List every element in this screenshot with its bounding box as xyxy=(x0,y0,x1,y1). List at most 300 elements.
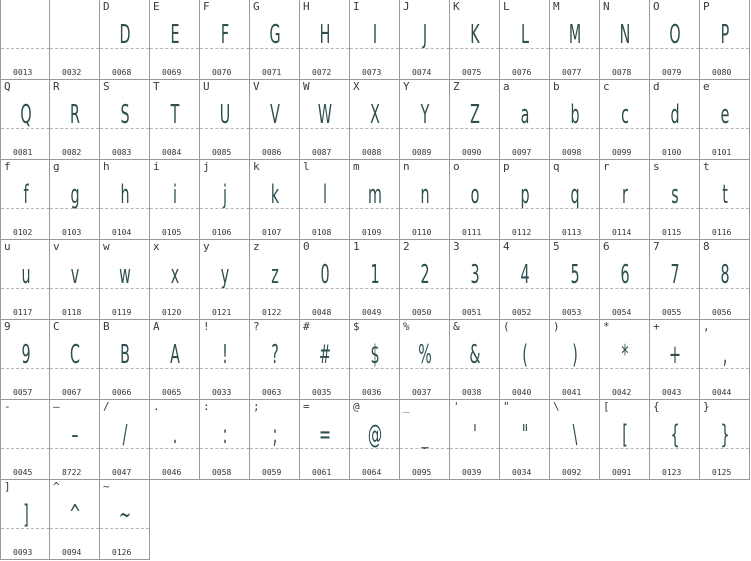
glyph-cell-label: : xyxy=(203,400,210,413)
glyph-cell xyxy=(500,240,550,320)
baseline-guide xyxy=(200,448,249,449)
baseline-guide xyxy=(500,368,549,369)
glyph-code: 0056 xyxy=(712,308,732,317)
glyph-code: 0125 xyxy=(712,468,732,477)
baseline-guide xyxy=(150,288,199,289)
glyph-code: 0082 xyxy=(62,148,82,157)
baseline-guide xyxy=(1,448,49,449)
glyph-sample: Q xyxy=(20,100,32,130)
glyph-code: 0058 xyxy=(212,468,232,477)
baseline-guide xyxy=(150,128,199,129)
baseline-guide xyxy=(100,208,149,209)
glyph-code: 0032 xyxy=(62,68,82,77)
glyph-cell xyxy=(650,320,700,400)
glyph-cell-label: I xyxy=(353,0,360,13)
glyph-cell-label: 5 xyxy=(553,240,560,253)
baseline-guide xyxy=(600,48,649,49)
glyph-cell-label: p xyxy=(503,160,510,173)
glyph-cell-label: v xyxy=(53,240,60,253)
glyph-sample: Y xyxy=(420,100,430,130)
glyph-cell xyxy=(400,0,450,80)
glyph-cell-label: { xyxy=(653,400,660,413)
glyph-sample: . xyxy=(172,420,178,450)
glyph-cell xyxy=(600,0,650,80)
glyph-cell xyxy=(100,0,150,80)
glyph-cell xyxy=(400,160,450,240)
glyph-cell xyxy=(550,160,600,240)
glyph-cell-label: C xyxy=(53,320,60,333)
baseline-guide xyxy=(300,288,349,289)
glyph-code: 0051 xyxy=(462,308,482,317)
glyph-cell-label: . xyxy=(153,400,160,413)
glyph-cell-label: ( xyxy=(503,320,510,333)
glyph-cell xyxy=(250,0,300,80)
glyph-sample: + xyxy=(669,340,681,370)
baseline-guide xyxy=(1,288,49,289)
glyph-cell xyxy=(100,160,150,240)
glyph-code: 0048 xyxy=(312,308,332,317)
glyph-cell xyxy=(500,160,550,240)
glyph-code: 0090 xyxy=(462,148,482,157)
glyph-sample: w xyxy=(119,260,131,290)
glyph-sample: [ xyxy=(622,420,628,450)
glyph-cell xyxy=(50,240,100,320)
baseline-guide xyxy=(450,128,499,129)
glyph-sample: $ xyxy=(370,340,380,370)
glyph-code: 0088 xyxy=(362,148,382,157)
glyph-cell-label: s xyxy=(653,160,660,173)
baseline-guide xyxy=(250,208,299,209)
glyph-cell xyxy=(300,320,350,400)
glyph-cell-label: c xyxy=(603,80,610,93)
glyph-cell-label: M xyxy=(553,0,560,13)
baseline-guide xyxy=(350,128,399,129)
glyph-sample: 0 xyxy=(320,260,330,290)
baseline-guide xyxy=(450,48,499,49)
glyph-cell xyxy=(500,400,550,480)
baseline-guide xyxy=(250,368,299,369)
glyph-sample: S xyxy=(120,100,130,130)
glyph-code: 0087 xyxy=(312,148,332,157)
glyph-code: 0044 xyxy=(712,388,732,397)
baseline-guide xyxy=(50,208,99,209)
glyph-cell xyxy=(400,80,450,160)
glyph-cell xyxy=(100,400,150,480)
glyph-sample: 8 xyxy=(720,260,730,290)
glyph-sample: y xyxy=(220,260,230,290)
glyph-code: 0036 xyxy=(362,388,382,397)
glyph-cell-label: r xyxy=(603,160,610,173)
glyph-sample: V xyxy=(270,100,280,130)
glyph-cell-label: o xyxy=(453,160,460,173)
glyph-sample: * xyxy=(621,340,629,370)
glyph-sample: T xyxy=(170,100,180,130)
glyph-cell xyxy=(650,240,700,320)
glyph-cell-label: ) xyxy=(553,320,560,333)
glyph-cell-label: 7 xyxy=(653,240,660,253)
baseline-guide xyxy=(200,48,249,49)
glyph-cell-label: f xyxy=(4,160,11,173)
glyph-code: 0059 xyxy=(262,468,282,477)
glyph-code: 0039 xyxy=(462,468,482,477)
glyph-cell xyxy=(700,0,750,80)
glyph-code: 0121 xyxy=(212,308,232,317)
glyph-sample: P xyxy=(720,20,730,50)
glyph-cell-label: b xyxy=(553,80,560,93)
glyph-code: 0117 xyxy=(13,308,33,317)
glyph-code: 0040 xyxy=(512,388,532,397)
baseline-guide xyxy=(300,48,349,49)
glyph-cell-label: t xyxy=(703,160,710,173)
glyph-cell-label: k xyxy=(253,160,260,173)
glyph-code: 0106 xyxy=(212,228,232,237)
glyph-cell xyxy=(200,320,250,400)
glyph-code: 0102 xyxy=(13,228,33,237)
glyph-cell-label: H xyxy=(303,0,310,13)
baseline-guide xyxy=(100,448,149,449)
glyph-sample: 6 xyxy=(620,260,630,290)
baseline-guide xyxy=(1,48,49,49)
glyph-cell xyxy=(450,0,500,80)
glyph-sample: ; xyxy=(272,420,278,450)
baseline-guide xyxy=(650,128,699,129)
glyph-code: 0109 xyxy=(362,228,382,237)
baseline-guide xyxy=(50,128,99,129)
glyph-cell xyxy=(50,80,100,160)
glyph-cell-label: ^ xyxy=(53,480,60,493)
glyph-cell xyxy=(50,480,100,560)
glyph-code: 0123 xyxy=(662,468,682,477)
baseline-guide xyxy=(350,48,399,49)
glyph-cell xyxy=(250,400,300,480)
glyph-cell-label: G xyxy=(253,0,260,13)
baseline-guide xyxy=(600,288,649,289)
glyph-code: 0092 xyxy=(562,468,582,477)
baseline-guide xyxy=(150,368,199,369)
glyph-sample: A xyxy=(170,340,180,370)
glyph-cell xyxy=(550,80,600,160)
baseline-guide xyxy=(50,288,99,289)
glyph-cell-label: g xyxy=(53,160,60,173)
glyph-cell xyxy=(200,160,250,240)
glyph-cell-label: N xyxy=(603,0,610,13)
glyph-cell xyxy=(100,480,150,560)
glyph-cell xyxy=(100,320,150,400)
glyph-cell-label: * xyxy=(603,320,610,333)
glyph-cell-label: y xyxy=(203,240,210,253)
glyph-cell xyxy=(0,240,50,320)
glyph-cell-label: U xyxy=(203,80,210,93)
baseline-guide xyxy=(600,128,649,129)
glyph-cell-label: 8 xyxy=(703,240,710,253)
glyph-sample: 9 xyxy=(21,340,31,370)
baseline-guide xyxy=(350,288,399,289)
glyph-cell xyxy=(0,480,50,560)
glyph-code: 0114 xyxy=(612,228,632,237)
glyph-code: 0091 xyxy=(612,468,632,477)
glyph-cell xyxy=(150,320,200,400)
glyph-sample: } xyxy=(720,420,730,450)
glyph-sample: 5 xyxy=(570,260,580,290)
baseline-guide xyxy=(650,368,699,369)
glyph-sample: F xyxy=(220,20,230,50)
glyph-cell-label: B xyxy=(103,320,110,333)
glyph-code: 0095 xyxy=(412,468,432,477)
glyph-sample: N xyxy=(619,20,631,50)
glyph-cell-label: _ xyxy=(403,400,410,413)
glyph-sample: r xyxy=(622,180,628,210)
baseline-guide xyxy=(550,48,599,49)
glyph-cell-label: A xyxy=(153,320,160,333)
glyph-code: 0037 xyxy=(412,388,432,397)
glyph-code: 0119 xyxy=(112,308,132,317)
glyph-code: 0076 xyxy=(512,68,532,77)
glyph-cell xyxy=(300,0,350,80)
glyph-code: 0054 xyxy=(612,308,632,317)
glyph-cell xyxy=(400,400,450,480)
glyph-sample: , xyxy=(722,340,728,370)
glyph-code: 0083 xyxy=(112,148,132,157)
glyph-code: 0068 xyxy=(112,68,132,77)
glyph-cell-label: ~ xyxy=(103,480,110,493)
glyph-sample: ^ xyxy=(69,500,81,530)
glyph-cell-label: @ xyxy=(353,400,360,413)
glyph-sample: t xyxy=(722,180,728,210)
glyph-cell-label: i xyxy=(153,160,160,173)
baseline-guide xyxy=(600,368,649,369)
glyph-cell-label: ; xyxy=(253,400,260,413)
glyph-sample: 2 xyxy=(420,260,430,290)
glyph-code: 0075 xyxy=(462,68,482,77)
glyph-cell-label: 2 xyxy=(403,240,410,253)
glyph-cell xyxy=(600,240,650,320)
glyph-code: 0099 xyxy=(612,148,632,157)
glyph-code: 0072 xyxy=(312,68,332,77)
glyph-code: 0064 xyxy=(362,468,382,477)
glyph-cell xyxy=(500,80,550,160)
baseline-guide xyxy=(400,48,449,49)
glyph-cell xyxy=(300,80,350,160)
glyph-cell-label: # xyxy=(303,320,310,333)
baseline-guide xyxy=(650,448,699,449)
glyph-sample: ~ xyxy=(119,500,131,530)
glyph-code: 0074 xyxy=(412,68,432,77)
glyph-sample: _ xyxy=(421,420,429,450)
glyph-cell-label: W xyxy=(303,80,310,93)
glyph-code: 0073 xyxy=(362,68,382,77)
glyph-code: 0050 xyxy=(412,308,432,317)
glyph-code: 0086 xyxy=(262,148,282,157)
baseline-guide xyxy=(450,208,499,209)
glyph-cell xyxy=(450,160,500,240)
glyph-cell-label: K xyxy=(453,0,460,13)
baseline-guide xyxy=(350,208,399,209)
baseline-guide xyxy=(450,368,499,369)
glyph-code: 0080 xyxy=(712,68,732,77)
glyph-sample: q xyxy=(570,180,580,210)
glyph-sample: Z xyxy=(470,100,480,130)
glyph-cell xyxy=(650,0,700,80)
glyph-code: 0047 xyxy=(112,468,132,477)
glyph-cell xyxy=(250,160,300,240)
glyph-sample: \ xyxy=(572,420,578,450)
baseline-guide xyxy=(700,368,749,369)
baseline-guide xyxy=(550,448,599,449)
glyph-sample: D xyxy=(119,20,131,50)
glyph-sample: @ xyxy=(367,420,383,450)
glyph-cell-label: L xyxy=(503,0,510,13)
glyph-code: 0049 xyxy=(362,308,382,317)
glyph-cell xyxy=(150,240,200,320)
baseline-guide xyxy=(50,448,99,449)
glyph-sample: a xyxy=(520,100,530,130)
baseline-guide xyxy=(250,48,299,49)
glyph-sample: W xyxy=(317,100,333,130)
glyph-sample: ) xyxy=(572,340,578,370)
glyph-code: 0077 xyxy=(562,68,582,77)
glyph-cell xyxy=(650,400,700,480)
glyph-cell-label: 6 xyxy=(603,240,610,253)
glyph-code: 0013 xyxy=(13,68,33,77)
baseline-guide xyxy=(250,128,299,129)
glyph-code: 0041 xyxy=(562,388,582,397)
glyph-cell xyxy=(200,0,250,80)
glyph-code: 0107 xyxy=(262,228,282,237)
glyph-cell-label: R xyxy=(53,80,60,93)
glyph-cell-label: } xyxy=(703,400,710,413)
baseline-guide xyxy=(500,128,549,129)
baseline-guide xyxy=(500,288,549,289)
glyph-cell-label: \ xyxy=(553,400,560,413)
glyph-cell-label: 4 xyxy=(503,240,510,253)
glyph-code: 0097 xyxy=(512,148,532,157)
glyph-cell-label: Y xyxy=(403,80,410,93)
glyph-sample: { xyxy=(670,420,680,450)
glyph-code: 0111 xyxy=(462,228,482,237)
glyph-sample: e xyxy=(720,100,730,130)
glyph-code: 0055 xyxy=(662,308,682,317)
glyph-code: 0033 xyxy=(212,388,232,397)
baseline-guide xyxy=(1,208,49,209)
glyph-sample xyxy=(61,14,89,56)
glyph-cell-label: j xyxy=(203,160,210,173)
glyph-cell-label: u xyxy=(4,240,11,253)
glyph-code: 0065 xyxy=(162,388,182,397)
glyph-sample: : xyxy=(222,420,228,450)
glyph-code: 0034 xyxy=(512,468,532,477)
glyph-sample: 4 xyxy=(520,260,530,290)
baseline-guide xyxy=(150,48,199,49)
baseline-guide xyxy=(650,208,699,209)
glyph-code: 0052 xyxy=(512,308,532,317)
baseline-guide xyxy=(50,528,99,529)
glyph-code: 0085 xyxy=(212,148,232,157)
baseline-guide xyxy=(550,288,599,289)
glyph-cell-label: / xyxy=(103,400,110,413)
glyph-cell-label: , xyxy=(703,320,710,333)
baseline-guide xyxy=(400,208,449,209)
glyph-sample: # xyxy=(319,340,331,370)
glyph-cell xyxy=(150,80,200,160)
glyph-code: 0038 xyxy=(462,388,482,397)
glyph-cell xyxy=(550,0,600,80)
glyph-cell-label: " xyxy=(503,400,510,413)
baseline-guide xyxy=(300,448,349,449)
glyph-cell-label: w xyxy=(103,240,110,253)
glyph-sample: z xyxy=(271,260,279,290)
glyph-cell-label: S xyxy=(103,80,110,93)
baseline-guide xyxy=(600,448,649,449)
glyph-sample: p xyxy=(520,180,530,210)
glyph-code: 0078 xyxy=(612,68,632,77)
glyph-cell xyxy=(50,160,100,240)
glyph-cell-label: m xyxy=(353,160,360,173)
glyph-cell-label: Z xyxy=(453,80,460,93)
glyph-sample: ] xyxy=(23,500,29,530)
glyph-cell xyxy=(400,240,450,320)
baseline-guide xyxy=(700,448,749,449)
baseline-guide xyxy=(300,208,349,209)
glyph-sample: % xyxy=(418,340,432,370)
glyph-cell xyxy=(200,400,250,480)
glyph-code: 0108 xyxy=(312,228,332,237)
baseline-guide xyxy=(500,448,549,449)
baseline-guide xyxy=(100,288,149,289)
baseline-guide xyxy=(650,48,699,49)
glyph-cell xyxy=(350,0,400,80)
glyph-cell xyxy=(100,80,150,160)
glyph-cell-label: ! xyxy=(203,320,210,333)
glyph-sample: R xyxy=(70,100,80,130)
glyph-code: 0063 xyxy=(262,388,282,397)
glyph-cell xyxy=(450,400,500,480)
glyph-cell xyxy=(350,80,400,160)
glyph-sample: K xyxy=(470,20,480,50)
glyph-sample: 3 xyxy=(470,260,480,290)
baseline-guide xyxy=(450,288,499,289)
glyph-sample: J xyxy=(422,20,428,50)
glyph-code: 0118 xyxy=(62,308,82,317)
baseline-guide xyxy=(50,368,99,369)
baseline-guide xyxy=(700,208,749,209)
baseline-guide xyxy=(100,368,149,369)
glyph-cell-label: 3 xyxy=(453,240,460,253)
baseline-guide xyxy=(650,288,699,289)
baseline-guide xyxy=(700,48,749,49)
glyph-cell xyxy=(300,400,350,480)
glyph-code: 0066 xyxy=(112,388,132,397)
baseline-guide xyxy=(350,368,399,369)
glyph-sample: c xyxy=(621,100,629,130)
baseline-guide xyxy=(150,448,199,449)
glyph-cell xyxy=(700,240,750,320)
glyph-cell-label: 9 xyxy=(4,320,11,333)
glyph-cell xyxy=(150,0,200,80)
glyph-cell xyxy=(200,240,250,320)
glyph-sample: l xyxy=(323,180,327,210)
baseline-guide xyxy=(550,208,599,209)
glyph-sample: n xyxy=(420,180,430,210)
glyph-sample: B xyxy=(120,340,130,370)
glyph-cell-label: ? xyxy=(253,320,260,333)
glyph-cell-label: Q xyxy=(4,80,11,93)
glyph-sample: O xyxy=(669,20,681,50)
baseline-guide xyxy=(600,208,649,209)
baseline-guide xyxy=(150,208,199,209)
glyph-code: 0115 xyxy=(662,228,682,237)
glyph-sample: L xyxy=(521,20,529,50)
glyph-sample: 7 xyxy=(670,260,680,290)
